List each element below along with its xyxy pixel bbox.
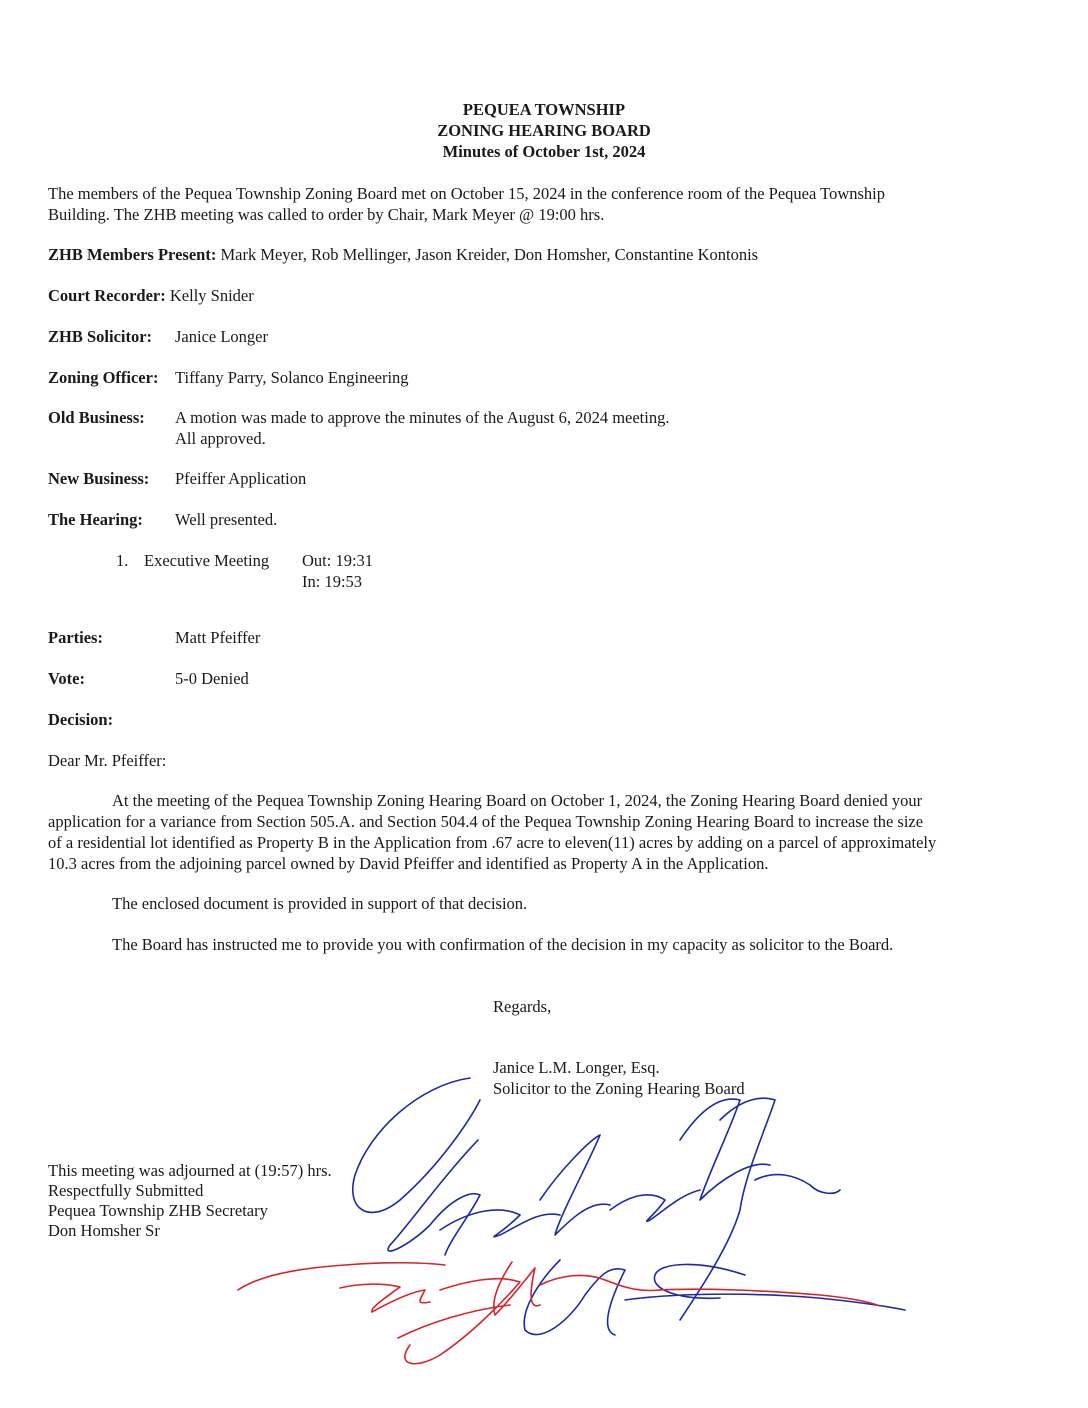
solicitor-label: ZHB Solicitor: — [48, 327, 153, 346]
footer-secretary-name: Don Homsher Sr — [48, 1221, 160, 1240]
signer-name: Janice L.M. Longer, Esq. — [493, 1058, 660, 1077]
zoning-officer-value: Tiffany Parry, Solanco Engineering — [175, 368, 409, 387]
letter-p1-line-2: application for a variance from Section 505.A. and Section 504.4 of the Pequea Township Zoning Hearing Board to increase the size — [48, 812, 924, 831]
solicitor-value: Janice Longer — [175, 327, 268, 346]
hearing-value: Well presented. — [175, 510, 278, 529]
letter-p1-line-4: 10.3 acres from the adjoining parcel owned by David Pfeiffer and identified as Property A in the Application. — [48, 854, 769, 873]
footer-secretary-title: Pequea Township ZHB Secretary — [48, 1201, 268, 1220]
recorder-label: Court Recorder: — [48, 286, 166, 305]
executive-number: 1. — [116, 551, 129, 570]
recorder-value: Kelly Snider — [169, 286, 254, 305]
letter-p3: The Board has instructed me to provide you with confirmation of the decision in my capacity as solicitor to the Board. — [112, 935, 894, 954]
signer-title: Solicitor to the Zoning Hearing Board — [493, 1079, 745, 1098]
executive-in-time: In: 19:53 — [302, 572, 363, 591]
executive-out-time: Out: 19:31 — [302, 551, 374, 570]
old-business-label: Old Business: — [48, 408, 145, 427]
intro-line-2: Building. The ZHB meeting was called to order by Chair, Mark Meyer @ 19:00 hrs. — [48, 205, 605, 224]
letter-closing: Regards, — [493, 997, 552, 1016]
decision-label: Decision: — [48, 710, 114, 729]
zoning-officer-label: Zoning Officer: — [48, 368, 159, 387]
footer-submitted: Respectfully Submitted — [48, 1181, 204, 1200]
executive-label: Executive Meeting — [144, 551, 270, 570]
red-signature — [238, 1262, 880, 1364]
hearing-label: The Hearing: — [48, 510, 143, 529]
intro-line-1: The members of the Pequea Township Zoning Board met on October 15, 2024 in the conference room of the Pequea Township — [48, 184, 886, 203]
footer-adjourned: This meeting was adjourned at (19:57) hrs. — [48, 1161, 332, 1180]
old-business-line-1: A motion was made to approve the minutes of the August 6, 2024 meeting. — [175, 408, 670, 427]
letter-p1-line-1: At the meeting of the Pequea Township Zoning Hearing Board on October 1, 2024, the Zoning Hearing Board denied your — [112, 791, 923, 810]
parties-label: Parties: — [48, 628, 103, 647]
old-business-line-2: All approved. — [175, 429, 266, 448]
new-business-value: Pfeiffer Application — [175, 469, 307, 488]
header-minutes-date: Minutes of October 1st, 2024 — [442, 142, 646, 161]
vote-value: 5-0 Denied — [175, 669, 249, 688]
letter-p1-line-3: of a residential lot identified as Property B in the Application from .67 acre to eleven(11) acres by adding on a parcel of approximately — [48, 833, 937, 852]
header-township: PEQUEA TOWNSHIP — [462, 100, 626, 119]
vote-label: Vote: — [48, 669, 85, 688]
header-board: ZONING HEARING BOARD — [437, 121, 651, 140]
letter-salutation: Dear Mr. Pfeiffer: — [48, 751, 167, 770]
blue-signature — [353, 1078, 905, 1335]
members-label: ZHB Members Present: — [48, 245, 217, 264]
letter-p2: The enclosed document is provided in support of that decision. — [112, 894, 528, 913]
new-business-label: New Business: — [48, 469, 150, 488]
members-value: Mark Meyer, Rob Mellinger, Jason Kreider, Don Homsher, Constantine Kontonis — [220, 245, 759, 264]
parties-value: Matt Pfeiffer — [175, 628, 261, 647]
